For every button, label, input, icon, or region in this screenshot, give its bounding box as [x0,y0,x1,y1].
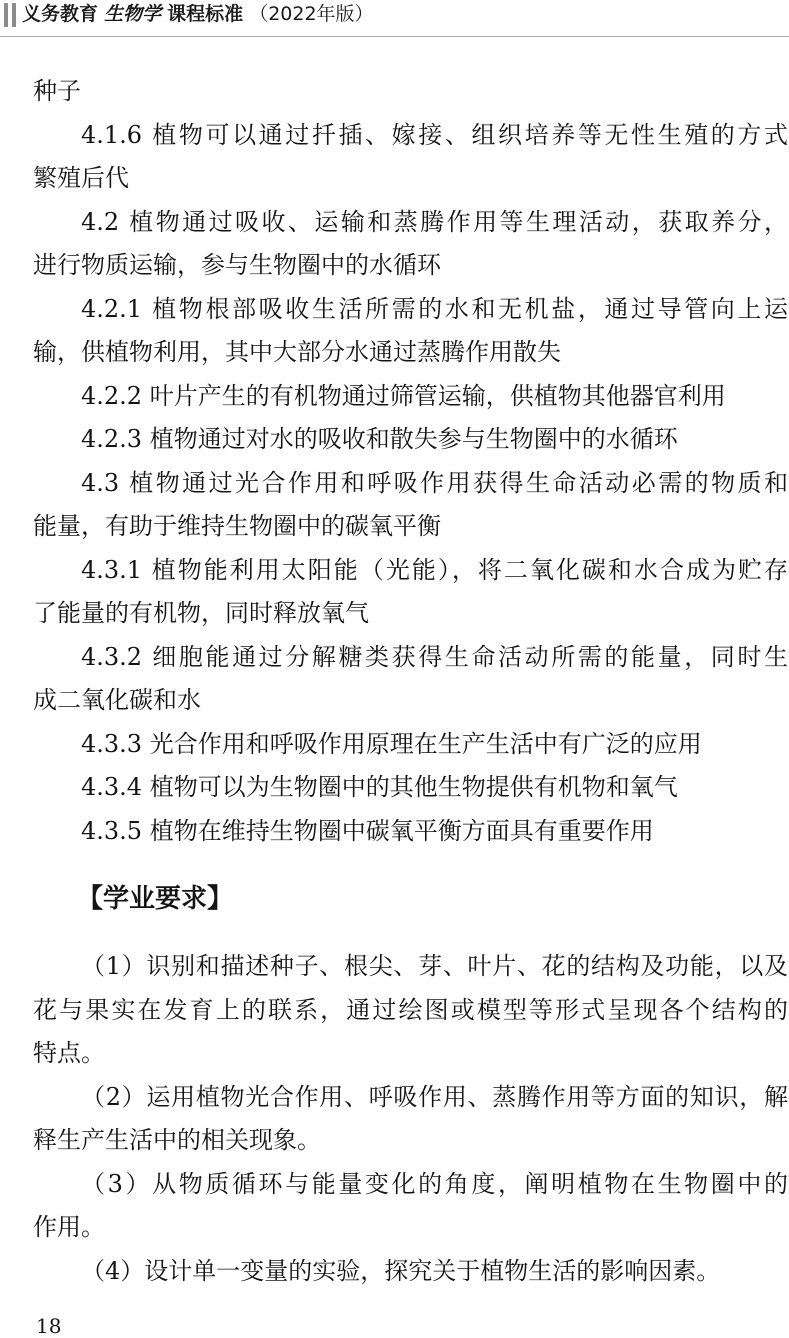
body-line: 4.3.5 植物在维持生物圈中碳氧平衡方面具有重要作用 [81,816,654,845]
requirement-line: （3）从物质循环与能量变化的角度，阐明植物在生物圈中的 [81,1169,788,1198]
page-body [33,70,788,1293]
header-bar-decoration [4,3,8,27]
header-edition: （2022年版） [249,3,374,25]
body-line: 输，供植物利用，其中大部分水通过蒸腾作用散失 [33,338,561,366]
body-line: 4.1.6 植物可以通过扦插、嫁接、组织培养等无性生殖的方式 [81,120,788,149]
body-line: 繁殖后代 [33,164,129,192]
section-title: 【学业要求】 [77,884,234,914]
header-bar-decoration [12,3,16,27]
requirement-line: 特点。 [33,1039,105,1067]
header-series: 义务教育 [22,3,99,25]
body-line: 4.2.2 叶片产生的有机物通过筛管运输，供植物其他器官利用 [81,381,726,410]
requirement-line: 释生产生活中的相关现象。 [33,1126,321,1154]
body-line: 4.2.3 植物通过对水的吸收和散失参与生物圈中的水循环 [81,425,678,453]
requirement-line: （4）设计单一变量的实验，探究关于植物生活的影响因素。 [81,1256,721,1285]
header-text [22,1,374,27]
body-line: 4.3.4 植物可以为生物圈中的其他生物提供有机物和氧气 [81,773,678,801]
body-line: 4.3.3 光合作用和呼吸作用原理在生产生活中有广泛的应用 [81,729,702,758]
body-line: 进行物质运输，参与生物圈中的水循环 [33,251,441,279]
running-header [0,0,789,36]
requirement-line: （1）识别和描述种子、根尖、芽、叶片、花的结构及功能，以及 [81,952,788,980]
requirement-line: （2）运用植物光合作用、呼吸作用、蒸腾作用等方面的知识，解 [81,1082,788,1111]
body-line: 成二氧化碳和水 [33,686,201,714]
header-subject: 生物学 [104,3,162,25]
body-line: 种子 [33,77,81,105]
body-line: 4.3.1 植物能利用太阳能（光能），将二氧化碳和水合成为贮存 [81,555,788,584]
header-title: 课程标准 [167,3,244,25]
section-spacer [33,923,788,945]
body-line: 4.2.1 植物根部吸收生活所需的水和无机盐，通过导管向上运 [81,294,788,323]
body-line: 4.3.2 细胞能通过分解糖类获得生命活动所需的能量，同时生 [81,642,788,671]
body-line: 4.2 植物通过吸收、运输和蒸腾作用等生理活动，获取养分， [81,207,788,236]
requirement-line: 花与果实在发育上的联系，通过绘图或模型等形式呈现各个结构的 [33,995,788,1024]
section-spacer [33,853,788,875]
header-divider [0,36,789,37]
body-line: 能量，有助于维持生物圈中的碳氧平衡 [33,512,441,540]
requirement-line: 作用。 [33,1213,105,1241]
page-number: 18 [36,1314,62,1338]
body-line: 4.3 植物通过光合作用和呼吸作用获得生命活动必需的物质和 [81,468,788,497]
body-line: 了能量的有机物，同时释放氧气 [33,599,369,627]
